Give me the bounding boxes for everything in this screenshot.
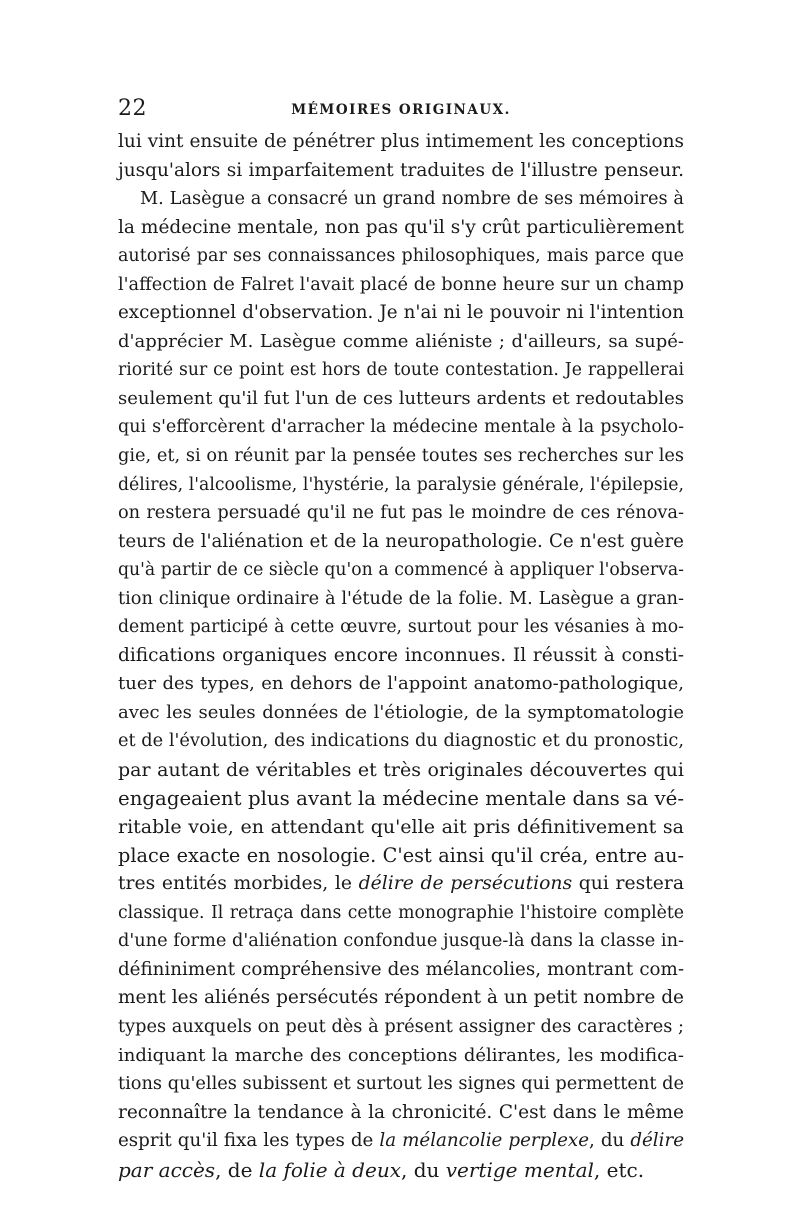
text-line: d'une forme d'aliénation confondue jusque-là dans la classe in-: [118, 931, 684, 952]
body-text: [118, 128, 684, 1184]
text-line: par accès, de la folie à deux, du vertige mental, etc.: [118, 1157, 645, 1182]
text-line: place exacte en nosologie. C'est ainsi qu'il créa, entre au-: [118, 843, 684, 867]
text-line: ritable voie, en attendant qu'elle ait pris définitivement sa: [118, 816, 684, 839]
text-line: esprit qu'il fixa les types de la mélancolie perplexe, du délire: [118, 1130, 684, 1152]
text-line: on restera persuadé qu'il ne fut pas le moindre de ces rénova-: [118, 503, 684, 524]
italic-term: délire de persécutions: [358, 873, 573, 895]
text-line: seulement qu'il fut l'un de ces lutteurs ardents et redoutables: [118, 387, 684, 409]
text-line: tres entités morbides, le délire de persécutions qui restera: [118, 873, 684, 895]
text-line: difications organiques encore inconnues. Il réussit à consti-: [118, 644, 684, 666]
running-head: [118, 96, 684, 126]
running-title: MÉMOIRES ORIGINAUX.: [291, 102, 511, 118]
text-line: types auxquels on peut dès à présent assigner des caractères ;: [118, 1016, 684, 1037]
text-line: par autant de véritables et très originales découvertes qui: [118, 759, 684, 782]
text-line: avec les seules données de l'étiologie, de la symptomatologie: [118, 701, 684, 723]
text-line: riorité sur ce point est hors de toute contestation. Je rappellerai: [118, 360, 684, 381]
text-line: et de l'évolution, des indications du diagnostic et du pronostic,: [118, 731, 684, 752]
text-line: teurs de l'aliénation et de la neuropathologie. Ce n'est guère: [118, 530, 684, 552]
text-line: reconnaître la tendance à la chronicité. C'est dans le même: [118, 1101, 684, 1123]
italic-term: délire: [630, 1130, 684, 1152]
text-line: engageaient plus avant la médecine mentale dans sa vé-: [118, 786, 684, 810]
text-line: ment les aliénés persécutés répondent à un petit nombre de: [118, 987, 684, 1009]
text-line: d'apprécier M. Lasègue comme aliéniste ; d'ailleurs, sa supé-: [118, 330, 684, 352]
text-line: tuer des types, en dehors de l'appoint anatomo-pathologique,: [118, 673, 684, 695]
italic-term: la folie à deux: [258, 1157, 401, 1182]
text-line: gie, et, si on réunit par la pensée toutes ses recherches sur les: [118, 446, 684, 467]
page-number: 22: [118, 96, 147, 121]
italic-term: vertige mental: [445, 1157, 594, 1182]
text-line: l'affection de Falret l'avait placé de bonne heure sur un champ: [118, 274, 684, 295]
text-line: jusqu'alors si imparfaitement traduites de l'illustre penseur.: [118, 159, 684, 181]
text-line: défininiment compréhensive des mélancolies, montrant com-: [118, 958, 684, 980]
text-line: classique. Il retraça dans cette monographie l'histoire complète: [118, 902, 684, 923]
text-line: exceptionnel d'observation. Je n'ai ni le pouvoir ni l'intention: [118, 302, 684, 324]
text-line: délires, l'alcoolisme, l'hystérie, la paralysie générale, l'épilepsie,: [118, 474, 684, 495]
text-line: indiquant la marche des conceptions délirantes, les modifica-: [118, 1044, 684, 1066]
italic-term: par accès: [118, 1157, 216, 1182]
text-line: qu'à partir de ce siècle qu'on a commencé à appliquer l'observa-: [118, 560, 684, 581]
text-line: autorisé par ses connaissances philosophiques, mais parce que: [118, 246, 684, 267]
text-line: dement participé à cette œuvre, surtout pour les vésanies à mo-: [118, 617, 684, 638]
text-line: tion clinique ordinaire à l'étude de la folie. M. Lasègue a gran-: [118, 588, 684, 609]
text-line: qui s'efforcèrent d'arracher la médecine mentale à la psycholo-: [118, 417, 684, 438]
text-line: lui vint ensuite de pénétrer plus intimement les conceptions: [118, 131, 684, 152]
text-line: tions qu'elles subissent et surtout les signes qui permettent de: [118, 1074, 684, 1095]
text-line: M. Lasègue a consacré un grand nombre de ses mémoires à: [140, 189, 684, 210]
italic-term: la mélancolie perplexe: [379, 1130, 590, 1152]
text-line: la médecine mentale, non pas qu'il s'y crût particulièrement: [118, 216, 684, 238]
